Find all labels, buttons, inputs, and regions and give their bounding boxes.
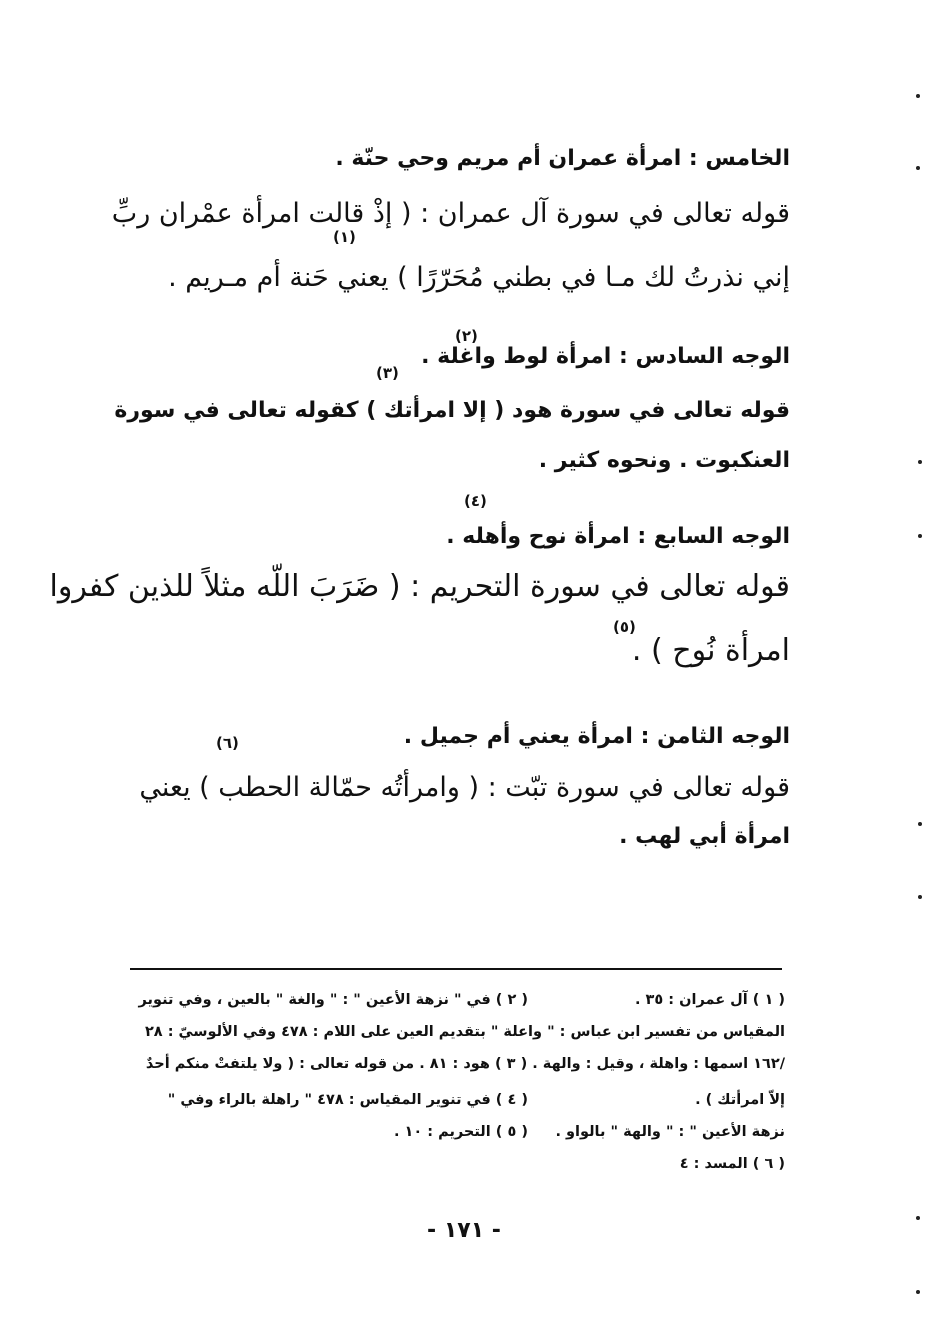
- page-number: - ١٧١ -: [427, 1218, 501, 1243]
- scan-speck: [918, 460, 922, 464]
- footnote-2-3-line: /١٦٢ اسمها : واهلة ، وقيل : والهة . ( ٣ ) هود : ٨١ . من قوله تعالى : ( ولا يلتفتْ منكم أحدٌ: [145, 1056, 785, 1072]
- scan-speck: [916, 1290, 920, 1294]
- footnote-2-cont: المقياس من تفسير ابن عباس : " واعلة " بتقديم العين على اللام : ٤٧٨ وفي الألوسيّ : ٢٨: [144, 1024, 785, 1040]
- footnote-4-start: ( ٤ ) في تنوير المقياس : ٤٧٨ " راهلة بالراء وفي ": [167, 1092, 528, 1108]
- footnote-1: ( ١ ) آل عمران : ٣٥ .: [634, 992, 785, 1008]
- verse-al-imran-line-2: إني نذرتُ لك مـا في بطني مُحَرّرًا ) يعني حَنة أم مـريم .: [168, 262, 790, 293]
- footnote-6: ( ٦ ) المسد : ٤: [679, 1156, 785, 1172]
- verse-masad-line-1: قوله تعالى في سورة تبّت : ( وامرأتُه حمّالة الحطب ) يعني: [139, 772, 790, 803]
- footnote-ref-1: (١): [333, 228, 356, 246]
- verse-masad-line-2: امرأة أبي لهب .: [619, 824, 790, 849]
- footnote-ref-5: (٥): [613, 618, 636, 636]
- footnote-5: ( ٥ ) التحريم : ١٠ .: [393, 1124, 528, 1140]
- scan-speck: [918, 822, 922, 826]
- footnote-ref-3: (٣): [376, 364, 399, 382]
- heading-seventh-aspect: الوجه السابع : امرأة نوح وأهله .: [446, 524, 790, 549]
- scan-speck: [918, 534, 922, 538]
- paragraph-fifth-line: الخامس : امرأة عمران أم مريم وحي حنّة .: [335, 146, 790, 171]
- verse-al-imran-line-1: قوله تعالى في سورة آل عمران : ( إذْ قالت امرأة عمْران ربِّ: [111, 198, 790, 229]
- heading-sixth-aspect: الوجه السادس : امرأة لوط واغلة .: [421, 344, 790, 369]
- footnote-ref-6: (٦): [216, 734, 239, 752]
- footnote-ref-2: (٢): [455, 327, 478, 345]
- scan-speck: [916, 94, 920, 98]
- footnote-2-start: ( ٢ ) في " نزهة الأعين " : " والغة " بالعين ، وفي تنوير: [138, 992, 528, 1008]
- verse-hud-line-1: قوله تعالى في سورة هود ( إلا امرأتك ) كقوله تعالى في سورة: [114, 398, 790, 423]
- footnote-4-cont: نزهة الأعين " : " والهة " بالواو .: [555, 1124, 785, 1140]
- scan-speck: [916, 166, 920, 170]
- verse-tahrim-line-1: قوله تعالى في سورة التحريم : ( ضَرَبَ اللّه مثلاً للذين كفروا: [49, 569, 790, 604]
- verse-tahrim-line-2: امرأة نُوح ) .: [631, 633, 790, 668]
- verse-hud-line-2: العنكبوت . ونحوه كثير .: [538, 448, 790, 473]
- scan-speck: [916, 1216, 920, 1220]
- footnote-3-end: إلاّ امرأتك ) .: [695, 1092, 785, 1108]
- scan-speck: [918, 895, 922, 899]
- heading-eighth-aspect: الوجه الثامن : امرأة يعني أم جميل .: [403, 724, 790, 749]
- footnote-ref-4: (٤): [464, 492, 487, 510]
- footnote-divider: [130, 968, 782, 970]
